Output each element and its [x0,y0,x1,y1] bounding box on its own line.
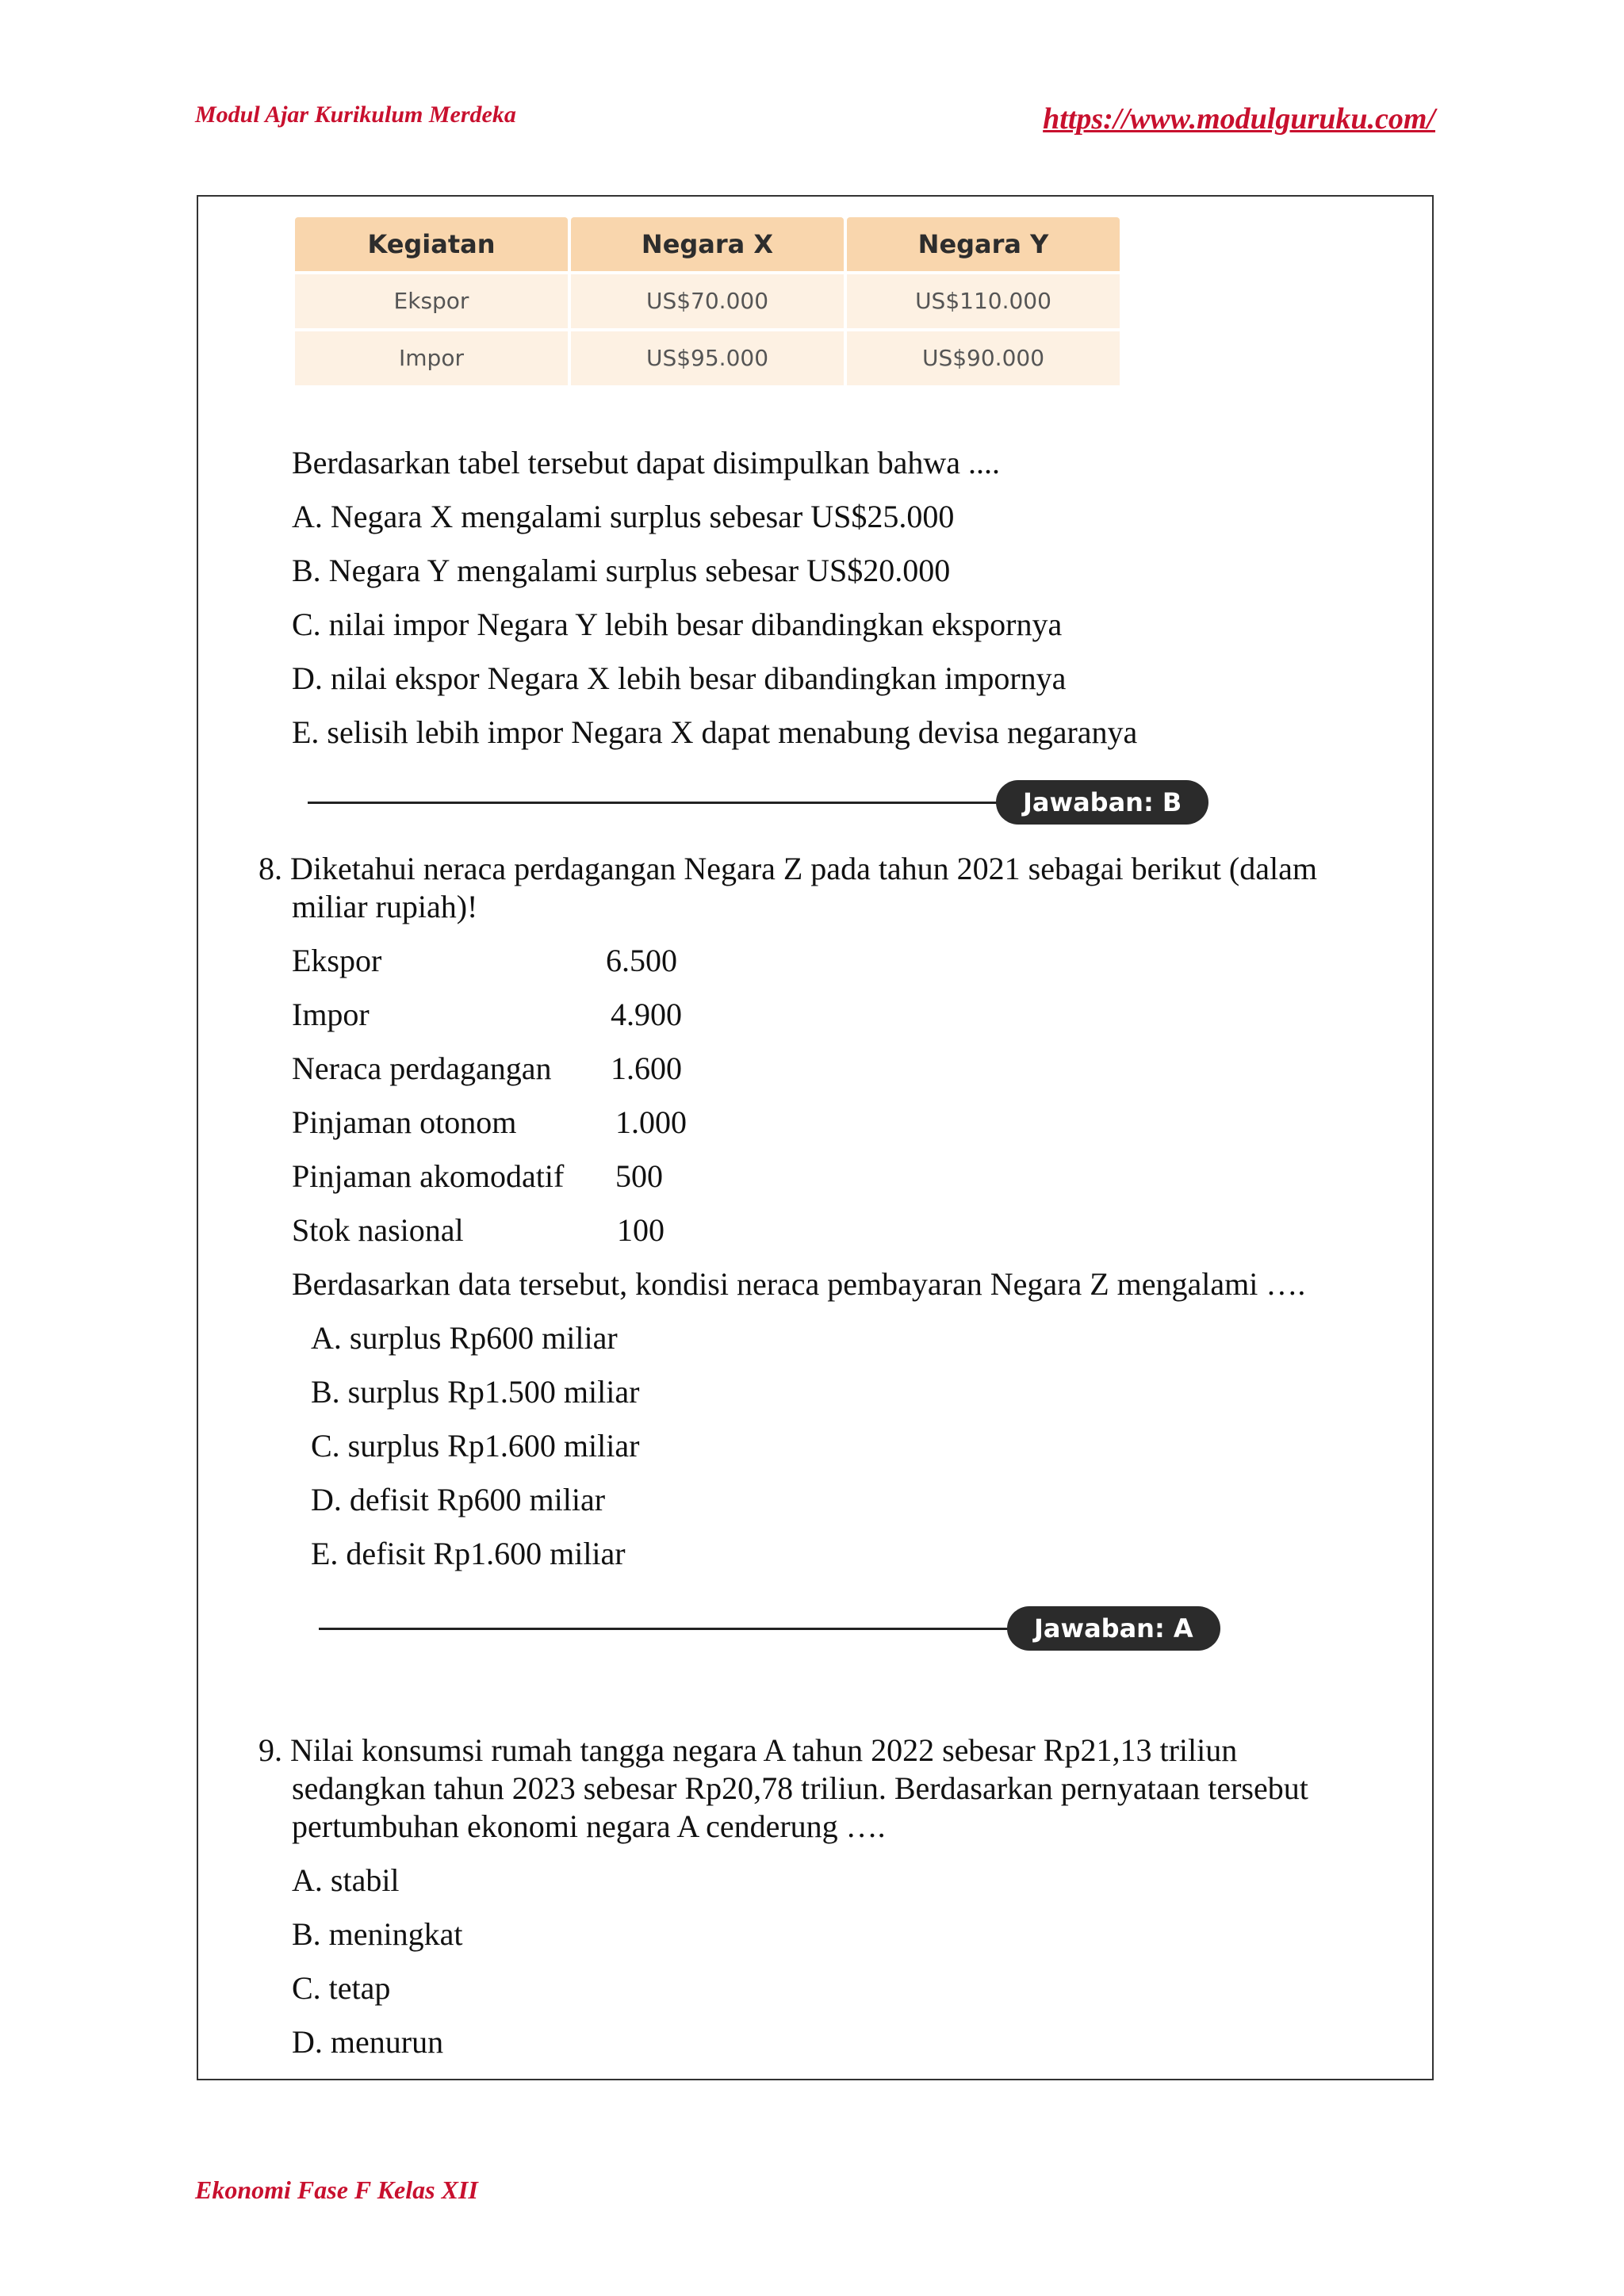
data-label: Impor [292,997,370,1032]
q9-stem-cont: sedangkan tahun 2023 sebesar Rp20,78 triliun. Berdasarkan pernyataan tersebut [292,1770,1308,1806]
data-label: Stok nasional [292,1212,464,1248]
data-value: 1.600 [611,1050,682,1086]
q7-stem: Berdasarkan tabel tersebut dapat disimpulkan bahwa .... [292,445,1001,480]
q7-option: B. Negara Y mengalami surplus sebesar US$20.000 [292,553,951,588]
q8-option: A. surplus Rp600 miliar [311,1320,618,1356]
q7-option: C. nilai impor Negara Y lebih besar dibandingkan ekspornya [292,607,1063,642]
table-cell: US$110.000 [847,274,1120,328]
q8-question: Berdasarkan data tersebut, kondisi neraca pembayaran Negara Z mengalami …. [292,1266,1306,1302]
footer-text: Ekonomi Fase F Kelas XII [195,2175,478,2204]
q9-stem-cont: pertumbuhan ekonomi negara A cenderung …. [292,1808,886,1844]
data-label: Pinjaman otonom [292,1104,517,1140]
answer-divider [319,1628,1017,1630]
header-title: Modul Ajar Kurikulum Merdeka [195,101,516,128]
table-cell: Impor [295,331,568,385]
data-value: 500 [615,1158,663,1194]
data-label: Ekspor [292,943,382,978]
q8-stem-cont: miliar rupiah)! [292,889,478,924]
table-cell: US$95.000 [571,331,844,385]
table-cell: US$70.000 [571,274,844,328]
table-row [295,271,1120,328]
data-value: 100 [617,1212,665,1248]
q8-stem: 8. Diketahui neraca perdagangan Negara Z pada tahun 2021 sebagai berikut (dalam [259,851,1317,886]
data-label: Pinjaman akomodatif [292,1158,565,1194]
table-cell: Ekspor [295,274,568,328]
table-header-row [295,217,1120,271]
q9-option: B. meningkat [292,1916,463,1952]
q9-option: C. tetap [292,1970,391,2006]
q9-stem: 9. Nilai konsumsi rumah tangga negara A tahun 2022 sebesar Rp21,13 triliun [259,1732,1238,1768]
q8-option: B. surplus Rp1.500 miliar [311,1374,640,1410]
table-header-cell: Negara Y [847,217,1120,271]
q7-option: E. selisih lebih impor Negara X dapat menabung devisa negaranya [292,714,1138,750]
table-cell: US$90.000 [847,331,1120,385]
data-value: 4.900 [611,997,682,1032]
q9-option: A. stabil [292,1862,400,1898]
data-value: 1.000 [615,1104,687,1140]
table-header-cell: Kegiatan [295,217,568,271]
q7-option: D. nilai ekspor Negara X lebih besar dibandingkan impornya [292,660,1067,696]
table-header-cell: Negara X [571,217,844,271]
q8-option: E. defisit Rp1.600 miliar [311,1536,626,1571]
q8-option: C. surplus Rp1.600 miliar [311,1428,640,1464]
header-link[interactable]: https://www.modulguruku.com/ [1043,102,1435,136]
q7-option: A. Negara X mengalami surplus sebesar US$25.000 [292,499,955,534]
q8-option: D. defisit Rp600 miliar [311,1482,606,1517]
q9-option: D. menurun [292,2024,444,2060]
answer-badge: Jawaban: B [996,780,1208,825]
data-label: Neraca perdagangan [292,1050,552,1086]
trade-table [295,217,1120,385]
answer-badge: Jawaban: A [1007,1606,1220,1651]
table-row [295,328,1120,385]
data-value: 6.500 [606,943,677,978]
answer-divider [308,802,1005,804]
